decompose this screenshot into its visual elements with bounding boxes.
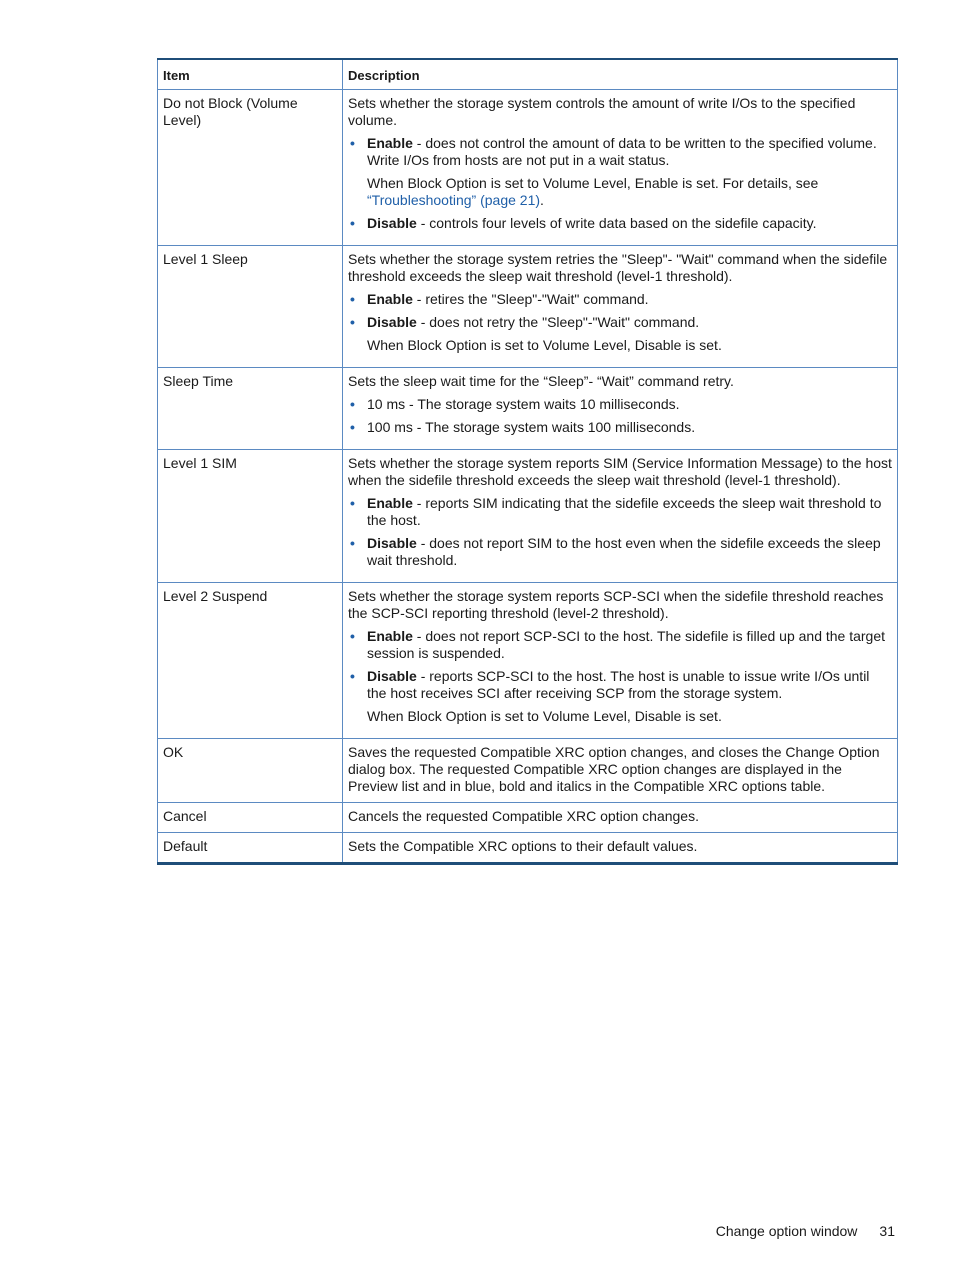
item-cell: Level 1 SIM <box>158 450 343 583</box>
list-item <box>348 291 892 308</box>
enable-text: - retires the "Sleep"-"Wait" command. <box>412 291 649 307</box>
disable-term: Disable <box>367 215 417 231</box>
list-item <box>348 668 892 702</box>
description-text: Sets whether the storage system controls the amount of write I/Os to the specified volume. <box>348 95 856 128</box>
item-cell: Do not Block (Volume Level) <box>158 90 343 246</box>
table-row <box>158 739 898 803</box>
enable-term: Enable <box>367 628 413 644</box>
bullet-icon: • <box>350 396 355 412</box>
description-text: Sets whether the storage system retries the "Sleep"- "Wait" command when the sidefile threshold exceeds the sleep wait threshold (level-1 threshold). <box>348 251 888 284</box>
bullet-icon: • <box>350 314 355 330</box>
item-cell: Sleep Time <box>158 368 343 450</box>
table-row <box>158 246 898 368</box>
header-description: Description <box>343 59 898 90</box>
item-cell: Level 1 Sleep <box>158 246 343 368</box>
bullet-icon: • <box>350 419 355 435</box>
bullet-icon: • <box>350 291 355 307</box>
table-row <box>158 583 898 739</box>
option-list <box>348 291 892 331</box>
option-list <box>348 215 892 232</box>
bullet-icon: • <box>350 668 355 684</box>
list-item <box>348 396 892 413</box>
description-text: Sets the sleep wait time for the “Sleep”- “Wait” command retry. <box>348 373 734 389</box>
item-cell: Default <box>158 833 343 864</box>
table-row <box>158 803 898 833</box>
enable-term: Enable <box>367 495 413 511</box>
bullet-icon: • <box>350 495 355 511</box>
table-header-row <box>158 59 898 90</box>
description-cell <box>343 833 898 864</box>
disable-text: - controls four levels of write data based on the sidefile capacity. <box>416 215 817 231</box>
description-text: Cancels the requested Compatible XRC option changes. <box>348 808 699 824</box>
footer-section-title: Change option window <box>715 1223 858 1239</box>
list-item <box>348 215 892 232</box>
description-cell <box>343 583 898 739</box>
bullet-icon: • <box>350 628 355 644</box>
page-footer <box>716 1223 895 1240</box>
options-table <box>157 58 898 865</box>
option-list <box>348 628 892 702</box>
bullet-icon: • <box>350 135 355 151</box>
item-cell: Cancel <box>158 803 343 833</box>
list-item <box>348 314 892 331</box>
table-row <box>158 450 898 583</box>
description-text: Sets whether the storage system reports SCP-SCI when the sidefile threshold reaches the SCP-SCI reporting threshold (level-2 threshold). <box>348 588 884 621</box>
item-cell: OK <box>158 739 343 803</box>
option-list <box>348 495 892 569</box>
description-cell <box>343 368 898 450</box>
list-item <box>348 135 892 169</box>
list-item <box>348 419 892 436</box>
option-list <box>348 135 892 169</box>
description-cell <box>343 246 898 368</box>
description-text: Saves the requested Compatible XRC option changes, and closes the Change Option dialog box. The requested Compatible XRC option changes are displayed in the Preview list and in blue, bold and italics in the Compatible XRC options table. <box>348 744 880 794</box>
description-cell <box>343 803 898 833</box>
note-end: . <box>540 192 544 208</box>
disable-text: - does not report SIM to the host even when the sidefile exceeds the sleep wait threshold. <box>367 535 881 568</box>
description-text: Sets whether the storage system reports SIM (Service Information Message) to the host when the sidefile threshold exceeds the sleep wait threshold (level-1 threshold). <box>348 455 892 488</box>
troubleshooting-link[interactable]: “Troubleshooting” (page 21) <box>367 192 541 208</box>
list-item <box>348 535 892 569</box>
table-row <box>158 90 898 246</box>
list-item <box>348 628 892 662</box>
page-number: 31 <box>879 1223 895 1239</box>
enable-text: - does not report SCP-SCI to the host. The sidefile is filled up and the target session is suspended. <box>367 628 886 661</box>
option-list <box>348 396 892 436</box>
table-row <box>158 368 898 450</box>
description-cell <box>343 450 898 583</box>
bullet-icon: • <box>350 215 355 231</box>
enable-text: - reports SIM indicating that the sidefile exceeds the sleep wait threshold to the host. <box>367 495 882 528</box>
note-text <box>348 175 892 209</box>
note-lead: When Block Option is set to Volume Level, Enable is set. For details, see <box>367 175 819 191</box>
description-cell <box>343 739 898 803</box>
disable-term: Disable <box>367 314 417 330</box>
description-cell <box>343 90 898 246</box>
disable-term: Disable <box>367 535 417 551</box>
header-item: Item <box>158 59 343 90</box>
description-text: Sets the Compatible XRC options to their default values. <box>348 838 698 854</box>
note-text: When Block Option is set to Volume Level, Disable is set. <box>367 337 722 353</box>
enable-term: Enable <box>367 135 413 151</box>
disable-term: Disable <box>367 668 417 684</box>
disable-text: - reports SCP-SCI to the host. The host is unable to issue write I/Os until the host receives SCI after receiving SCP from the storage system. <box>367 668 870 701</box>
table-row <box>158 833 898 864</box>
enable-term: Enable <box>367 291 413 307</box>
bullet-text: 10 ms - The storage system waits 10 milliseconds. <box>367 396 680 412</box>
disable-text: - does not retry the "Sleep"-"Wait" command. <box>416 314 700 330</box>
bullet-icon: • <box>350 535 355 551</box>
list-item <box>348 495 892 529</box>
item-cell: Level 2 Suspend <box>158 583 343 739</box>
note-text: When Block Option is set to Volume Level, Disable is set. <box>367 708 722 724</box>
enable-text: - does not control the amount of data to be written to the specified volume. Write I/Os from hosts are not put in a wait status. <box>367 135 877 168</box>
bullet-text: 100 ms - The storage system waits 100 milliseconds. <box>367 419 696 435</box>
